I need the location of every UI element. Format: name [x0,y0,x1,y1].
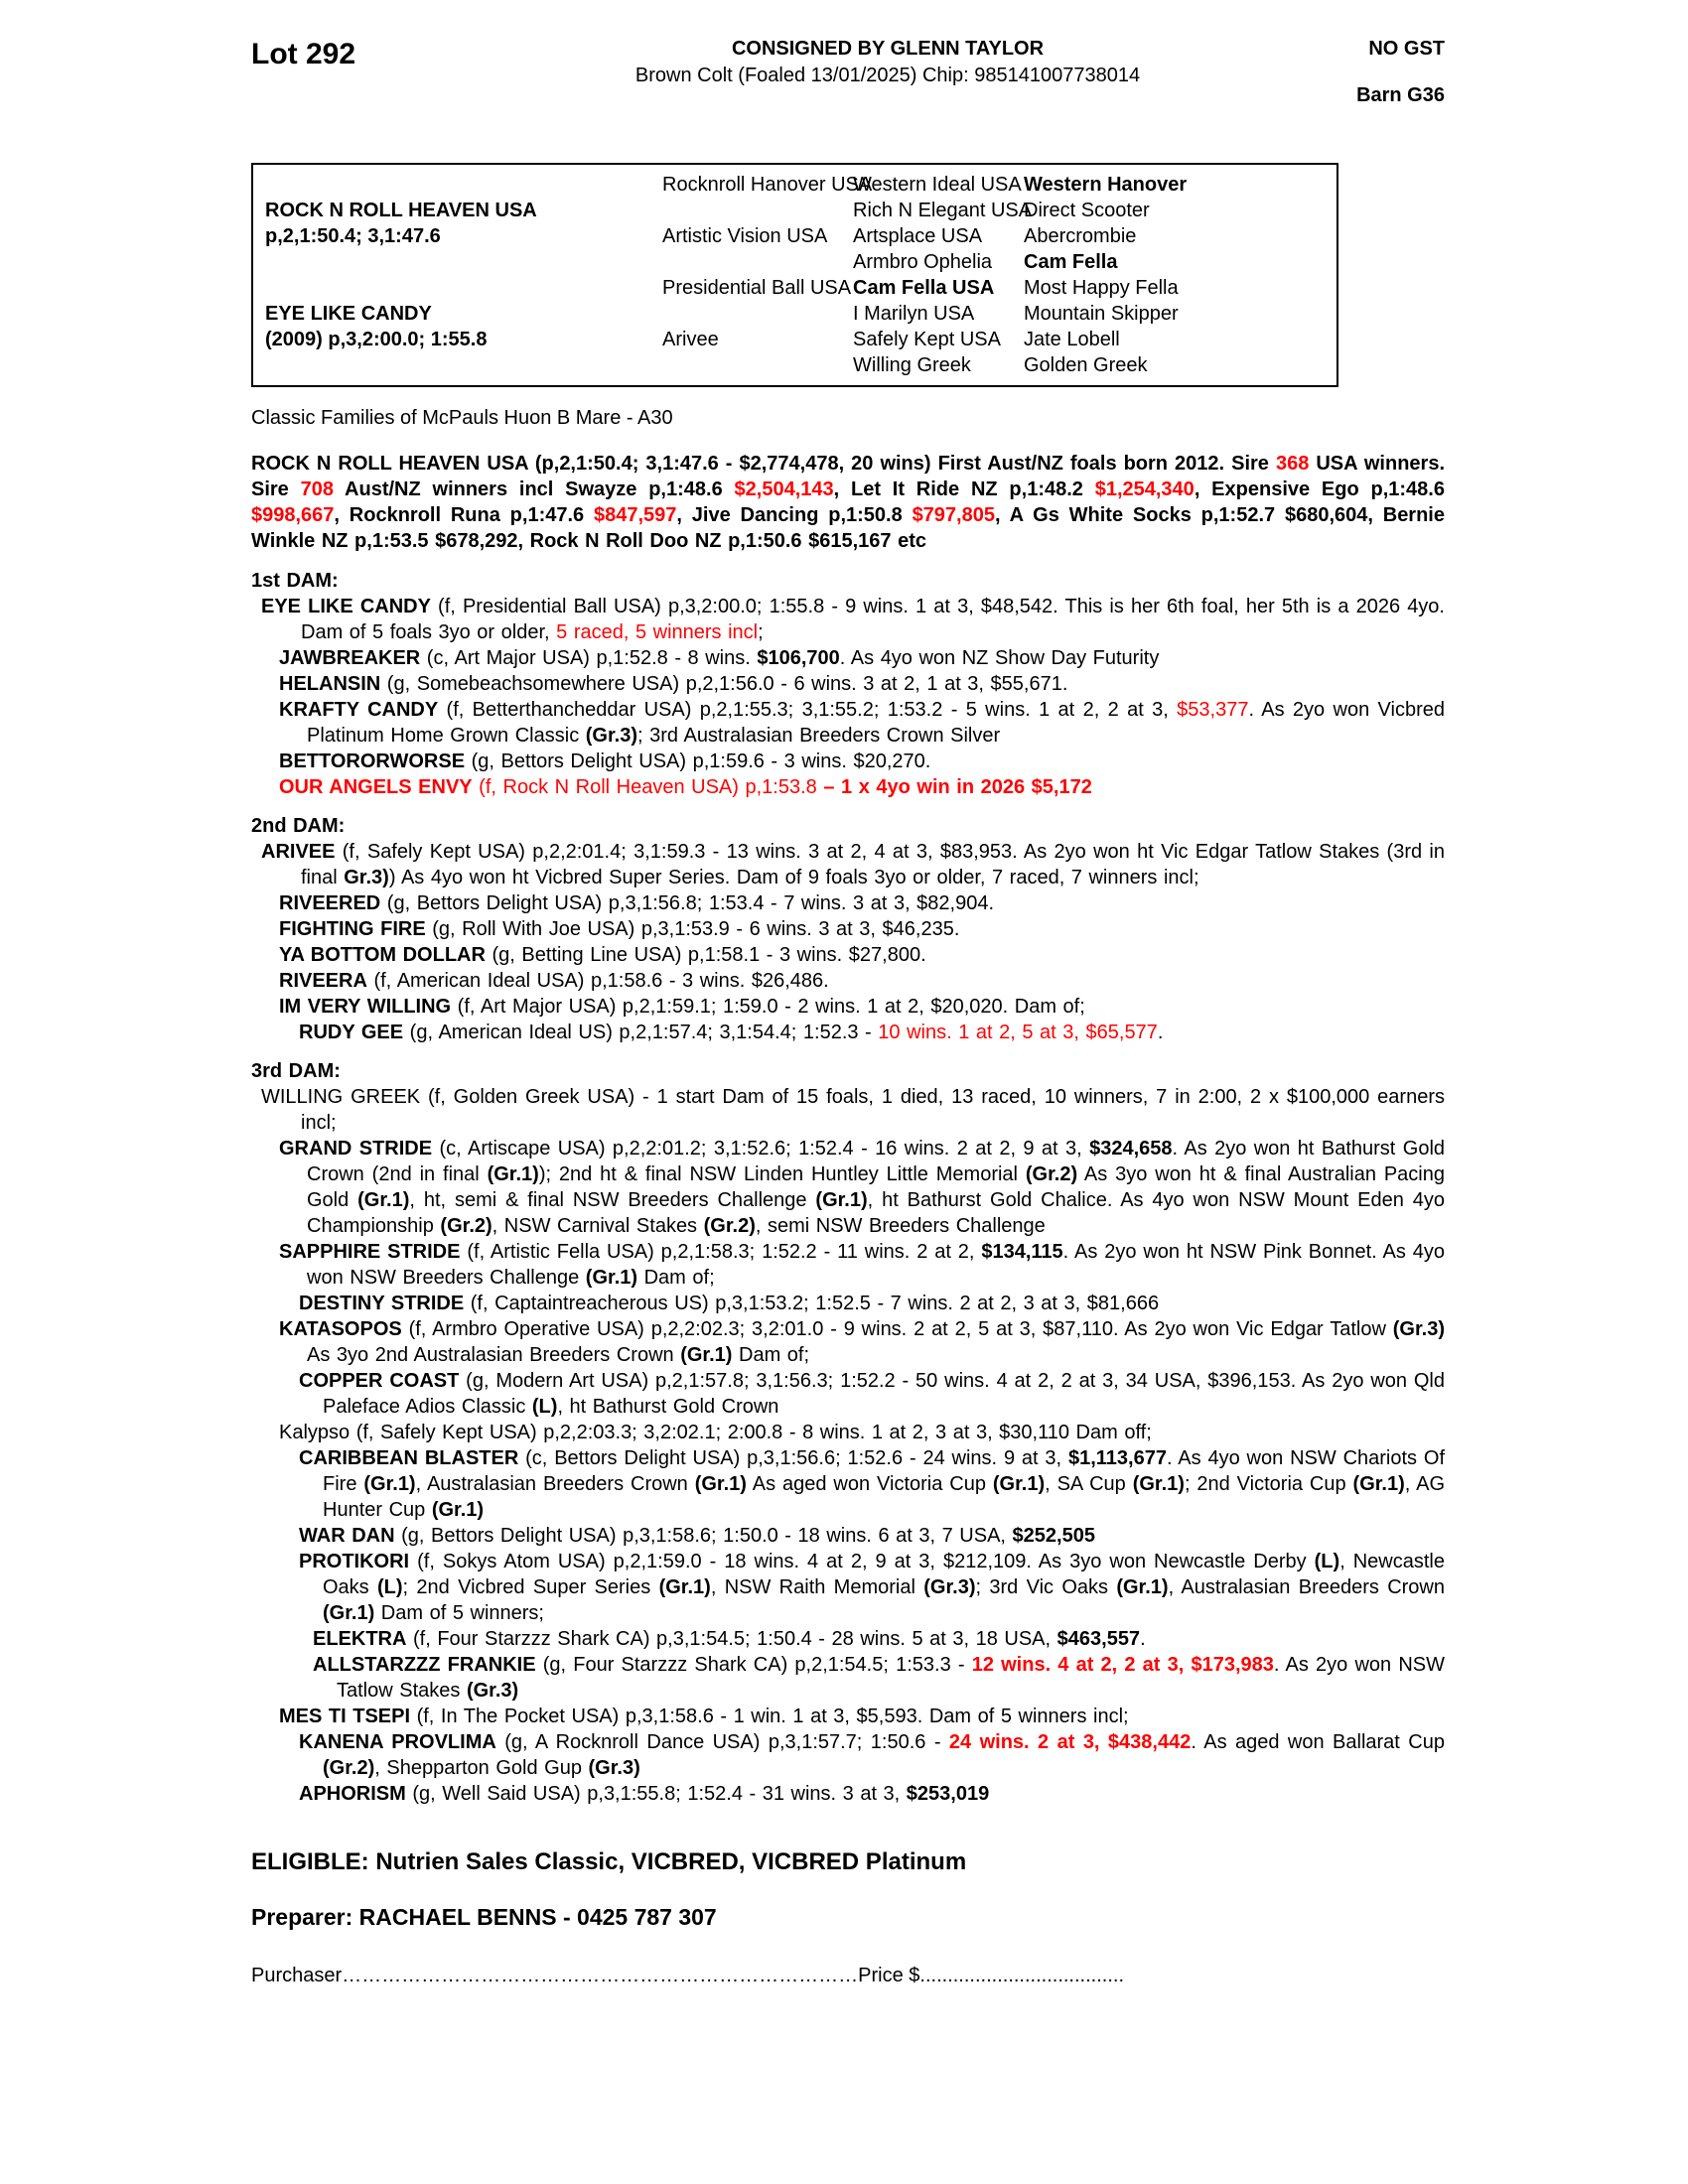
pedigree-cell: Western Ideal USA [853,174,1022,196]
text-segment: YA BOTTOM DOLLAR [279,944,486,966]
text-segment: (Gr.1) [585,1267,638,1289]
text-segment: IM VERY WILLING [279,996,452,1018]
pedigree-cell: Safely Kept USA [853,329,1001,350]
pedigree-cell: EYE LIKE CANDY [265,303,432,325]
text-segment: . As 2yo won NSW Tatlow Stakes [337,1654,1445,1702]
price-dotted-line: ..................................... [919,1965,1125,1986]
text-segment: , NSW Carnival Stakes [492,1215,704,1237]
catalog-paragraph [251,1704,1445,1729]
text-segment: 368 [1275,453,1310,475]
pedigree-cell: Direct Scooter [1024,200,1150,221]
text-segment: (g, American Ideal US) p,2,1:57.4; 3,1:54.4; 1:52.3 - [403,1022,879,1043]
text-segment: (f, Sokys Atom USA) p,2,1:59.0 - 18 wins. 4 at 2, 9 at 3, $212,109. As 3yo won Newcastle Derby [409,1551,1315,1572]
purchaser-dotted-line: …………………………………………………………………… [342,1965,859,1986]
text-segment: (Gr.1) [658,1576,711,1598]
pedigree-cell: Artistic Vision USA [662,225,828,247]
text-segment: RUDY GEE [299,1022,404,1043]
text-segment: . As 2yo won ht NSW Pink Bonnet. As 4yo won NSW Breeders Challenge [307,1241,1445,1289]
family-classification: Classic Families of McPauls Huon B Mare - A30 [251,407,673,429]
text-segment: Dam of; [637,1267,715,1289]
pedigree-cell: (2009) p,3,2:00.0; 1:55.8 [265,329,488,350]
catalog-paragraph [251,1626,1445,1652]
foal-description: Brown Colt (Foaled 13/01/2025) Chip: 985141007738014 [634,65,1141,86]
text-segment: . As 2yo won Vicbred Platinum Home Grown Classic [307,699,1445,747]
text-segment: (Gr.3) [585,725,637,747]
catalog-paragraph [251,451,1445,554]
text-segment: Dam of 5 winners; [374,1602,544,1624]
text-segment: (L) [1314,1551,1340,1572]
text-segment: (f, Four Starzzz Shark CA) p,3,1:54.5; 1:50.4 - 28 wins. 5 at 3, 18 USA, [406,1628,1057,1650]
text-segment: , ht Bathurst Gold Crown [557,1396,779,1418]
no-gst-label: NO GST [1368,38,1445,60]
text-segment: (Gr.1) [487,1163,539,1185]
text-segment: (Gr.1) [431,1499,485,1521]
text-segment: 10 wins. 1 at 2, 5 at 3, $65,577 [878,1022,1158,1043]
text-segment: (f, Presidential Ball USA) p,3,2:00.0; 1:55.8 - 9 wins. 1 at 3, $48,542. This is her 6th foal, her 5th is a 2026 4yo. Dam of 5 foals 3yo or older, [301,596,1445,643]
pedigree-row [265,172,1336,198]
text-segment: (Gr.3) [588,1757,640,1779]
text-segment: (Gr.1) [323,1602,375,1624]
text-segment: 24 wins. 2 at 3, $438,442 [948,1731,1192,1753]
text-segment: , Australasian Breeders Crown [415,1473,695,1495]
eligibility-line: ELIGIBLE: Nutrien Sales Classic, VICBRED, VICBRED Platinum [251,1848,967,1875]
catalog-paragraph [251,697,1445,749]
text-segment: As aged won Victoria Cup [746,1473,993,1495]
text-segment: (Gr.2) [323,1757,375,1779]
catalog-paragraph [251,994,1445,1020]
text-segment: ; 3rd Australasian Breeders Crown Silver [637,725,1001,747]
text-segment: (Gr.1) [363,1473,416,1495]
text-segment: As 3yo won ht & final Australian Pacing Gold [307,1163,1445,1211]
text-segment: RIVEERED [279,892,381,914]
pedigree-cell: Arivee [662,329,719,350]
preparer-line: Preparer: RACHAEL BENNS - 0425 787 307 [251,1904,717,1930]
text-segment: $2,504,143 [734,478,834,500]
pedigree-cell [265,249,662,275]
text-segment: (f, Captaintreacherous US) p,3,1:53.2; 1:52.5 - 7 wins. 2 at 2, 3 at 3, $81,666 [464,1293,1160,1314]
dam-heading [251,568,1445,594]
lot-number: Lot 292 [251,38,356,70]
text-segment: (Gr.1) [357,1189,410,1211]
pedigree-cell: ROCK N ROLL HEAVEN USA [265,200,537,221]
text-segment: APHORISM [299,1783,406,1805]
text-segment: USA winners. Sire [251,453,1445,500]
text-segment: RIVEERA [279,970,367,992]
text-segment: (g, Betting Line USA) p,1:58.1 - 3 wins. $27,800. [485,944,926,966]
text-segment: 2nd DAM: [251,815,346,837]
text-segment: WILLING GREEK (f, Golden Greek USA) - 1 start Dam of 15 foals, 1 died, 13 raced, 10 winners, 7 in 2:00, 2 x $100,000 earners incl; [261,1086,1445,1134]
catalog-paragraph [251,1420,1445,1445]
text-segment: FIGHTING FIRE [279,918,426,940]
text-segment: (Gr.1) [992,1473,1046,1495]
text-segment: (L) [377,1576,403,1598]
text-segment: . As 4yo won NSW Chariots Of Fire [323,1447,1446,1495]
text-segment: , semi NSW Breeders Challenge [755,1215,1046,1237]
text-segment: $252,505 [1012,1525,1095,1547]
catalog-paragraph [251,1084,1445,1136]
pedigree-table [251,163,1338,387]
pedigree-row [265,327,1336,352]
text-segment: (f, Betterthancheddar USA) p,2,1:55.3; 3,1:55.2; 1:53.2 - 5 wins. 1 at 2, 2 at 3, [438,699,1178,721]
text-segment: 12 wins. 4 at 2, 2 at 3, $173,983 [971,1654,1274,1676]
text-segment: (f, Artistic Fella USA) p,2,1:58.3; 1:52.2 - 11 wins. 2 at 2, [460,1241,982,1263]
dam-heading [251,813,1445,839]
text-segment: JAWBREAKER [279,647,421,669]
text-segment: WAR DAN [299,1525,395,1547]
consignor-line: CONSIGNED BY GLENN TAYLOR [731,38,1045,60]
text-segment: $847,597 [593,504,677,526]
text-segment: 708 [300,478,334,500]
text-segment: (g, Four Starzzz Shark CA) p,2,1:54.5; 1:53.3 - [535,1654,972,1676]
text-segment: $53,377 [1177,699,1249,721]
pedigree-cell: Rich N Elegant USA [853,200,1033,221]
catalog-paragraph [251,1445,1445,1523]
text-segment: (Gr.3) [923,1576,976,1598]
pedigree-cell: I Marilyn USA [853,303,975,325]
catalog-paragraph [251,890,1445,916]
pedigree-cell: Mountain Skipper [1024,303,1179,325]
catalog-paragraph [251,916,1445,942]
text-segment: (g, Well Said USA) p,3,1:55.8; 1:52.4 - 31 wins. 3 at 3, [405,1783,907,1805]
text-segment: (g, A Rocknroll Dance USA) p,3,1:57.7; 1:50.6 - [495,1731,949,1753]
text-segment: Dam of; [732,1344,810,1366]
page-header [251,38,1445,117]
text-segment: (Gr.1) [1352,1473,1405,1495]
price-label: Price $ [858,1965,920,1986]
catalog-paragraph [251,671,1445,697]
text-segment: , ht, semi & final NSW Breeders Challenge [409,1189,816,1211]
catalog-paragraph [251,1781,1445,1807]
catalog-paragraph [251,1020,1445,1045]
pedigree-cell: Western Hanover [1024,174,1188,196]
text-segment: GRAND STRIDE [279,1138,433,1160]
text-segment: . As 2yo won ht Bathurst Gold Crown (2nd in final [307,1138,1446,1185]
text-segment: , Rocknroll Runa p,1:47.6 [334,504,594,526]
dam-heading [251,1058,1445,1084]
text-segment: EYE LIKE CANDY [261,596,431,617]
text-segment: . [1140,1628,1146,1650]
text-segment: . As 4yo won NZ Show Day Futurity [839,647,1160,669]
text-segment: . As aged won Ballarat Cup [1191,1731,1445,1753]
text-segment: , A Gs White Socks p,1:52.7 $680,604, Bernie Winkle NZ p,1:53.5 $678,292, Rock N Roll Doo NZ p,1:50.6 $615,167 etc [251,504,1445,552]
pedigree-cell: Armbro Ophelia [853,251,993,273]
text-segment: (g, Somebeachsomewhere USA) p,2,1:56.0 - 6 wins. 3 at 2, 1 at 3, $55,671. [380,673,1068,695]
text-segment: , Expensive Ego p,1:48.6 [1194,478,1445,500]
text-segment: ; 2nd Vicbred Super Series [402,1576,659,1598]
text-segment: $134,115 [981,1241,1063,1263]
text-segment: (c, Bettors Delight USA) p,3,1:56.6; 1:52.6 - 24 wins. 9 at 3, [518,1447,1068,1469]
purchaser-label: Purchaser [251,1965,343,1986]
barn-label: Barn G36 [1356,84,1445,106]
pedigree-row [265,275,1336,301]
text-segment: KANENA PROVLIMA [299,1731,496,1753]
text-segment: Aust/NZ winners incl Swayze p,1:48.6 [333,478,735,500]
catalog-paragraph [251,1239,1445,1291]
text-segment: $463,557 [1056,1628,1141,1650]
pedigree-cell [662,352,853,378]
pedigree-cell [265,352,662,378]
text-segment: $1,113,677 [1067,1447,1167,1469]
text-segment: SAPPHIRE STRIDE [279,1241,461,1263]
text-segment: (Gr.1) [1116,1576,1169,1598]
catalog-paragraph [251,1729,1445,1781]
text-segment: , ht Bathurst Gold Chalice. As 4yo won NSW Mount Eden 4yo Championship [307,1189,1445,1237]
text-segment: KATASOPOS [279,1318,402,1340]
text-segment: 3rd DAM: [251,1060,341,1082]
text-segment: , Newcastle Oaks [323,1551,1445,1598]
text-segment: PROTIKORI [299,1551,410,1572]
catalog-paragraph [251,1523,1445,1549]
text-segment: (Gr.3) [1392,1318,1445,1340]
text-segment: (c, Artiscape USA) p,2,2:01.2; 3,1:52.6; 1:52.4 - 16 wins. 2 at 2, 9 at 3, [432,1138,1090,1160]
text-segment: (Gr.2) [1025,1163,1078,1185]
pedigree-cell [662,301,853,327]
text-segment: , Shepparton Gold Gup [374,1757,589,1779]
text-segment: ) As 4yo won ht Vicbred Super Series. Dam of 9 foals 3yo or older, 7 raced, 7 winners incl; [388,867,1199,888]
pedigree-cell [265,172,662,198]
text-segment: ARIVEE [261,841,336,863]
pedigree-cell: Most Happy Fella [1024,277,1179,299]
pedigree-cell: Rocknroll Hanover USA [662,174,873,196]
text-segment: 5 raced, 5 winners incl [556,621,759,643]
text-segment: DESTINY STRIDE [299,1293,465,1314]
catalog-paragraph [251,1136,1445,1239]
text-segment: $253,019 [906,1783,990,1805]
pedigree-cell: p,2,1:50.4; 3,1:47.6 [265,225,441,247]
catalog-paragraph [251,942,1445,968]
catalog-paragraph [251,968,1445,994]
text-segment: , Jive Dancing p,1:50.8 [676,504,913,526]
text-segment: ALLSTARZZZ FRANKIE [313,1654,536,1676]
text-segment: . [1157,1022,1164,1043]
purchaser-line [251,1965,1445,1987]
text-segment: ; 3rd Vic Oaks [975,1576,1117,1598]
text-segment: , NSW Raith Memorial [710,1576,924,1598]
pedigree-cell [265,275,662,301]
text-segment: $998,667 [251,504,335,526]
text-segment: (Gr.2) [440,1215,492,1237]
catalog-paragraph [251,774,1445,800]
text-segment: $324,658 [1089,1138,1173,1160]
text-segment: (f, American Ideal USA) p,1:58.6 - 3 wins. $26,486. [366,970,829,992]
catalog-body [251,451,1445,1807]
pedigree-cell: Artsplace USA [853,225,983,247]
text-segment: (Gr.1) [680,1344,733,1366]
text-segment: (f, Rock N Roll Heaven USA) p,1:53.8 [472,776,824,798]
text-segment: Gr.3) [344,867,389,888]
text-segment: – 1 x 4yo win in 2026 $5,172 [823,776,1092,798]
catalog-paragraph [251,594,1445,645]
pedigree-cell: Jate Lobell [1024,329,1120,350]
pedigree-cell: Cam Fella USA [853,277,995,299]
text-segment: , SA Cup [1045,1473,1133,1495]
catalog-paragraph [251,839,1445,890]
pedigree-cell: Golden Greek [1024,354,1148,376]
text-segment: 1st DAM: [251,570,339,592]
pedigree-row [265,301,1336,327]
catalog-paragraph [251,1316,1445,1368]
text-segment: (L) [531,1396,558,1418]
catalog-paragraph [251,1368,1445,1420]
text-segment: MES TI TSEPI [279,1706,411,1727]
pedigree-row [265,352,1336,378]
text-segment: (Gr.3) [466,1680,519,1702]
text-segment: ; 2nd Victoria Cup [1184,1473,1353,1495]
text-segment: (c, Art Major USA) p,1:52.8 - 8 wins. [420,647,758,669]
text-segment: (g, Bettors Delight USA) p,3,1:58.6; 1:50.0 - 18 wins. 6 at 3, 7 USA, [394,1525,1013,1547]
text-segment: $1,254,340 [1094,478,1195,500]
text-segment: , AG Hunter Cup [323,1473,1446,1521]
pedigree-row [265,223,1336,249]
catalog-paragraph [251,1652,1445,1704]
pedigree-cell: Willing Greek [853,354,971,376]
pedigree-cell [662,198,853,223]
text-segment: ELEKTRA [313,1628,407,1650]
text-segment: (f, Armbro Operative USA) p,2,2:02.3; 3,2:01.0 - 9 wins. 2 at 2, 5 at 3, $87,110. As 2yo won Vic Edgar Tatlow [401,1318,1393,1340]
catalog-paragraph [251,645,1445,671]
catalog-paragraph [251,749,1445,774]
text-segment: (Gr.1) [1132,1473,1185,1495]
header-center [480,38,1296,87]
text-segment: HELANSIN [279,673,381,695]
text-segment: (Gr.1) [694,1473,747,1495]
text-segment: (g, Bettors Delight USA) p,1:59.6 - 3 wins. $20,270. [465,751,931,772]
catalog-paragraph [251,1549,1445,1626]
text-segment: (g, Roll With Joe USA) p,3,1:53.9 - 6 wins. 3 at 3, $46,235. [425,918,960,940]
text-segment: , Australasian Breeders Crown [1168,1576,1446,1598]
header-right [1296,38,1445,107]
text-segment: ; [758,621,764,643]
text-segment: (f, In The Pocket USA) p,3,1:58.6 - 1 win. 1 at 3, $5,593. Dam of 5 winners incl; [410,1706,1129,1727]
text-segment: Kalypso (f, Safely Kept USA) p,2,2:03.3; 3,2:02.1; 2:00.8 - 8 wins. 1 at 2, 3 at 3, $30,110 Dam off; [279,1422,1152,1443]
pedigree-cell: Presidential Ball USA [662,277,852,299]
text-segment: (f, Art Major USA) p,2,1:59.1; 1:59.0 - 2 wins. 1 at 2, $20,020. Dam of; [451,996,1085,1018]
text-segment: $106,700 [757,647,840,669]
catalog-paragraph [251,1291,1445,1316]
text-segment: BETTORORWORSE [279,751,466,772]
text-segment: (g, Modern Art USA) p,2,1:57.8; 3,1:56.3; 1:52.2 - 50 wins. 4 at 2, 2 at 3, 34 USA, $396,153. As 2yo won Qld Paleface Adios Classic [323,1370,1445,1418]
text-segment: (g, Bettors Delight USA) p,3,1:56.8; 1:53.4 - 7 wins. 3 at 3, $82,904. [380,892,995,914]
text-segment: As 3yo 2nd Australasian Breeders Crown [307,1344,681,1366]
text-segment: (f, Safely Kept USA) p,2,2:01.4; 3,1:59.3 - 13 wins. 3 at 2, 4 at 3, $83,953. As 2yo won ht Vic Edgar Tatlow Stakes (3rd in final [301,841,1445,888]
text-segment: COPPER COAST [299,1370,460,1392]
text-segment: ROCK N ROLL HEAVEN USA (p,2,1:50.4; 3,1:47.6 - $2,774,478, 20 wins) First Aust/NZ foals born 2012. Sire [251,453,1276,475]
text-segment: (Gr.1) [815,1189,868,1211]
text-segment: OUR ANGELS ENVY [279,776,473,798]
pedigree-cell [662,249,853,275]
text-segment: $797,805 [912,504,995,526]
text-segment: ); 2nd ht & final NSW Linden Huntley Little Memorial [538,1163,1026,1185]
text-segment: CARIBBEAN BLASTER [299,1447,519,1469]
pedigree-cell: Abercrombie [1024,225,1137,247]
text-segment: , Let It Ride NZ p,1:48.2 [833,478,1095,500]
pedigree-cell: Cam Fella [1024,251,1118,273]
pedigree-row [265,249,1336,275]
text-segment: KRAFTY CANDY [279,699,439,721]
pedigree-row [265,198,1336,223]
text-segment: (Gr.2) [703,1215,756,1237]
